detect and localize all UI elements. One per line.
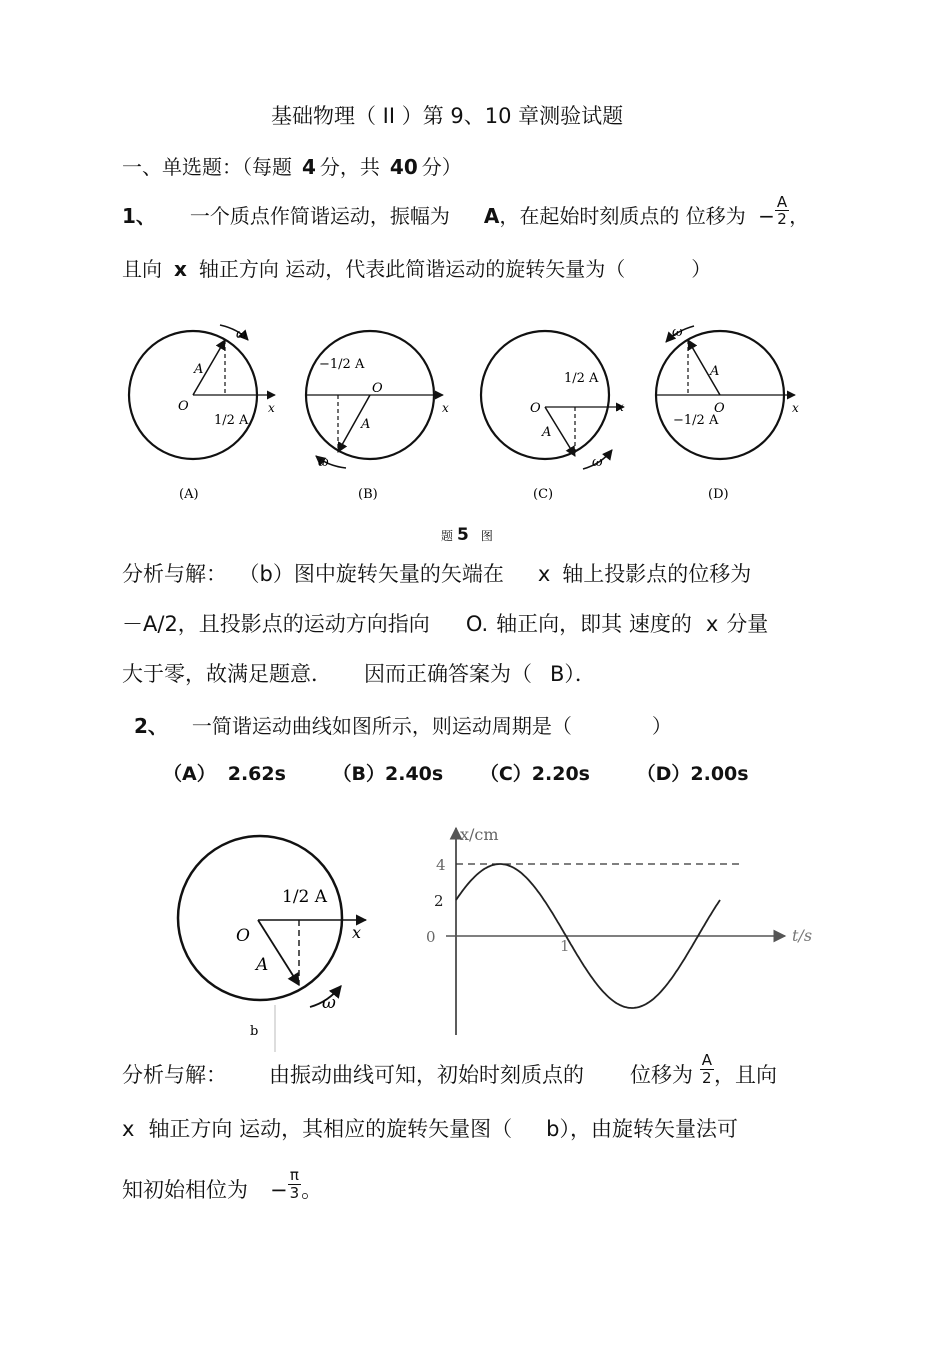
- answer-1-line-2: －A/2，且投影点的运动方向指向 O. 轴正向，即其 速度的 x 分量: [122, 612, 769, 636]
- question-2-phasor-figure: [170, 830, 390, 1055]
- panel-label: (C): [533, 487, 554, 502]
- projection-label: −1/2 A: [673, 413, 719, 428]
- option-b: （B）2.40s: [332, 763, 444, 785]
- panel-label: (A): [179, 487, 199, 502]
- origin-label: O: [372, 381, 383, 396]
- answer-1-line-3: 大于零，故满足题意． 因而正确答案为（ B）．: [122, 662, 596, 686]
- panel-label: (B): [358, 487, 378, 502]
- projection-label: 1/2 A: [564, 371, 599, 386]
- question-1-line-1: 1、 一个质点作简谐运动，振幅为 A，在起始时刻质点的 位移为 − $\frac{A}{2}$ ，: [122, 192, 810, 228]
- omega-label: ω: [672, 325, 683, 340]
- option-c: （C）2.20s: [479, 763, 590, 785]
- answer-1-line-1: 分析与解： （b）图中旋转矢量的矢端在 x 轴上投影点的位移为: [122, 562, 752, 586]
- axis-label: x: [442, 401, 449, 415]
- omega-label: ω: [322, 993, 336, 1013]
- vector-label: A: [256, 955, 269, 975]
- answer-2-line-2: x 轴正方向 运动，其相应的旋转矢量图（ b），由旋转矢量法可: [122, 1117, 738, 1141]
- figure-label: b: [250, 1024, 259, 1039]
- axis-label: x: [792, 401, 799, 415]
- axis-label: x: [617, 400, 624, 414]
- phasor-panel-c: [481, 331, 624, 502]
- origin-label: O: [714, 401, 725, 416]
- section-heading: 一、单选题：（每题 4 分，共 40 分）: [122, 155, 462, 179]
- vector-label: A: [361, 417, 371, 432]
- origin-label: O: [530, 401, 541, 416]
- x-tick-label-1: 1: [560, 937, 570, 955]
- y-tick-label-0: 0: [426, 928, 436, 946]
- question-1-phasor-figure: [120, 320, 820, 520]
- question-2-options: [163, 765, 749, 784]
- axis-label: x: [268, 401, 275, 415]
- option-d: （D）2.00s: [636, 763, 749, 785]
- phasor-panel-d: [656, 325, 799, 502]
- page-title: 基础物理（ II ）第 9、10 章测验试题: [271, 104, 624, 128]
- fraction-a-over-2: $\frac{A}{2}$: [776, 192, 788, 228]
- omega-label: ω: [236, 327, 247, 342]
- question-2-chart: [410, 820, 830, 1045]
- origin-label: O: [178, 399, 189, 414]
- origin-label: O: [236, 926, 250, 946]
- answer-2-line-3: 知初始相位为 − $\frac{\pi}{3}$ 。: [122, 1166, 323, 1202]
- panel-label: (D): [708, 487, 729, 502]
- answer-2-line-1: 分析与解： 由振动曲线可知，初始时刻质点的 位移为 $\frac{A}{2}$ ，且向: [122, 1051, 777, 1087]
- question-2-text: 2、 一简谐运动曲线如图所示，则运动周期是（ ）: [134, 714, 672, 738]
- x-axis-label: t/s: [792, 926, 813, 945]
- omega-label: ω: [592, 455, 603, 470]
- question-1-line-2: 且向 x 轴正方向 运动，代表此简谐运动的旋转矢量为（ ）: [122, 257, 712, 281]
- omega-label: ω: [318, 455, 329, 470]
- y-tick-label-4: 4: [436, 856, 446, 874]
- y-tick-label-2: 2: [434, 892, 444, 910]
- fraction-pi-over-3: $\frac{\pi}{3}$: [289, 1166, 300, 1202]
- phasor-panel-a: [129, 325, 275, 502]
- vector-label: A: [710, 364, 720, 379]
- y-axis-label: x/cm: [460, 825, 499, 844]
- projection-label: 1/2 A: [282, 887, 328, 907]
- projection-label: 1/2 A: [214, 413, 249, 428]
- figure-caption: 题 5 图: [441, 525, 493, 545]
- vector-label: A: [194, 362, 204, 377]
- projection-label: −1/2 A: [319, 357, 365, 372]
- axis-label: x: [352, 923, 362, 942]
- phasor-panel-b: [306, 331, 449, 502]
- fraction-a-over-2: $\frac{A}{2}$: [701, 1051, 712, 1087]
- option-a: （A） 2.62s: [163, 763, 286, 785]
- vector-label: A: [542, 425, 552, 440]
